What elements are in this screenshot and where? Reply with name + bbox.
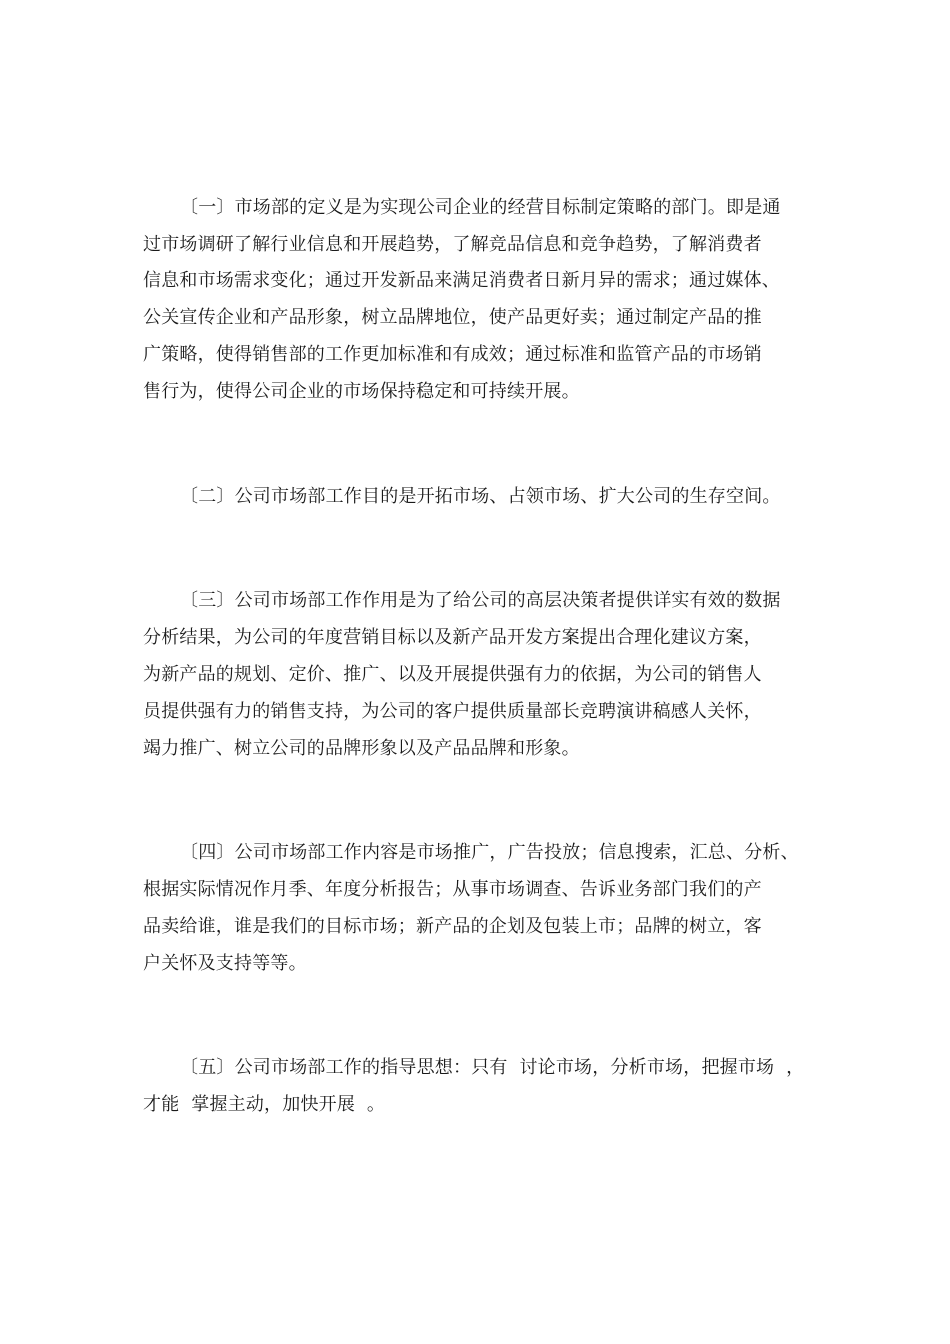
paragraph-line: 〔四〕公司市场部工作内容是市场推广，广告投放；信息搜索，汇总、分析、 [180,842,799,863]
paragraph-line: 根据实际情况作月季、年度分析报告；从事市场调查、告诉业务部门我们的产 [143,879,762,900]
paragraph-line: 〔二〕公司市场部工作目的是开拓市场、占领市场、扩大公司的生存空间。 [180,486,781,507]
paragraph-line: 员提供强有力的销售支持，为公司的客户提供质量部长竞聘演讲稿感人关怀， [143,701,762,722]
paragraph-line: 广策略，使得销售部的工作更加标准和有成效；通过标准和监管产品的市场销 [143,344,762,365]
paragraph-line: 公关宣传企业和产品形象，树立品牌地位，使产品更好卖；通过制定产品的推 [143,307,762,328]
paragraph-line: 才能 掌握主动，加快开展 。 [143,1094,386,1115]
paragraph-line: 过市场调研了解行业信息和开展趋势，了解竞品信息和竞争趋势，了解消费者 [143,234,762,255]
paragraph-line: 品卖给谁，谁是我们的目标市场；新产品的企划及包装上市；品牌的树立，客 [143,916,762,937]
paragraph-line: 为新产品的规划、定价、推广、以及开展提供强有力的依据，为公司的销售人 [143,664,762,685]
paragraph-line: 户关怀及支持等等。 [143,953,307,974]
paragraph-line: 〔三〕公司市场部工作作用是为了给公司的高层决策者提供详实有效的数据 [180,590,781,611]
paragraph-line: 竭力推广、树立公司的品牌形象以及产品品牌和形象。 [143,738,580,759]
paragraph-line: 〔五〕公司市场部工作的指导思想：只有 讨论市场，分析市场，把握市场 ， [180,1057,805,1078]
paragraph-line: 分析结果，为公司的年度营销目标以及新产品开发方案提出合理化建议方案， [143,627,762,648]
paragraph-line: 信息和市场需求变化；通过开发新品来满足消费者日新月异的需求；通过媒体、 [143,270,780,291]
paragraph-line: 〔一〕市场部的定义是为实现公司企业的经营目标制定策略的部门。即是通 [180,197,781,218]
paragraph-line: 售行为，使得公司企业的市场保持稳定和可持续开展。 [143,381,580,402]
